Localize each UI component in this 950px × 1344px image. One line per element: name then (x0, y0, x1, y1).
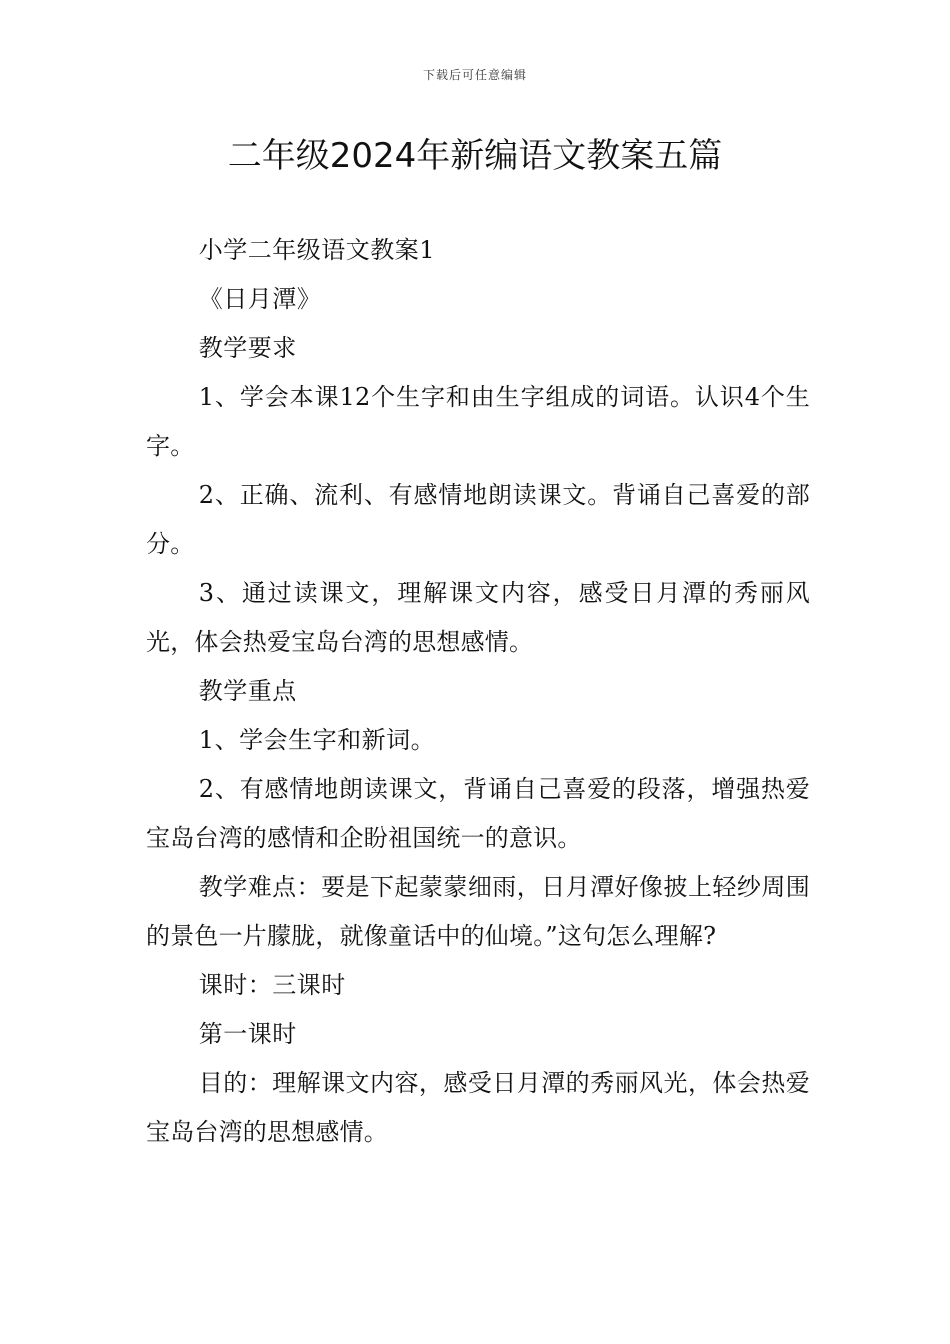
first-lesson-heading: 第一课时 (198, 1020, 297, 1048)
requirement-item-2: 2、正确、流利、有感情地朗读课文。背诵自己喜爱的部分。 (146, 481, 810, 558)
document-body (146, 226, 810, 1157)
key-point-item-2: 2、有感情地朗读课文，背诵自己喜爱的段落，增强热爱宝岛台湾的感情和企盼祖国统一的意识。 (146, 775, 810, 852)
key-point-item-1: 1、学会生字和新词。 (198, 726, 436, 754)
header-note: 下载后可任意编辑 (422, 68, 527, 82)
class-hours: 课时：三课时 (198, 971, 346, 999)
document-title: 二年级2024年新编语文教案五篇 (227, 136, 723, 176)
requirement-item-3: 3、通过读课文，理解课文内容，感受日月潭的秀丽风光，体会热爱宝岛台湾的思想感情。 (146, 579, 810, 656)
lesson-title: 《日月潭》 (198, 285, 322, 313)
section-heading-key-points: 教学重点 (198, 677, 297, 705)
difficulty-paragraph: 教学难点：要是下起蒙蒙细雨，日月潭好像披上轻纱周围的景色一片朦胧，就像童话中的仙境。”这句怎么理解? (146, 873, 810, 950)
lesson-heading: 小学二年级语文教案1 (198, 236, 436, 264)
section-heading-requirements: 教学要求 (198, 334, 297, 362)
requirement-item-1: 1、学会本课12个生字和由生字组成的词语。认识4个生字。 (146, 383, 810, 460)
lesson-goal: 目的：理解课文内容，感受日月潭的秀丽风光，体会热爱宝岛台湾的思想感情。 (146, 1069, 810, 1146)
